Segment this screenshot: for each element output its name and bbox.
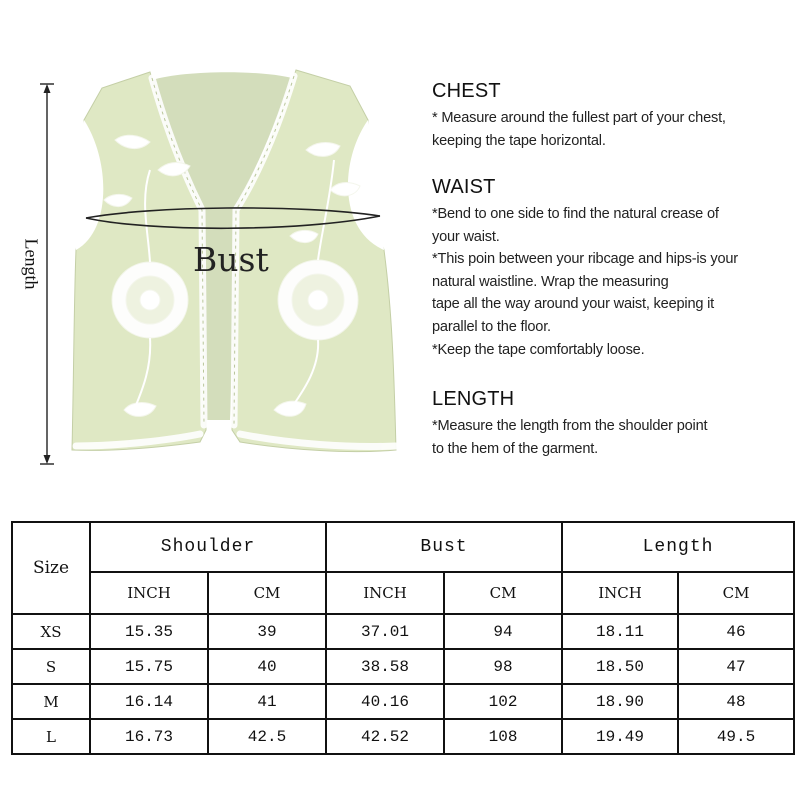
table-header-row [12, 522, 794, 572]
table-row [12, 649, 794, 684]
waist-section [432, 176, 798, 361]
size-cell: S [12, 649, 90, 684]
unit-header: INCH [90, 572, 208, 614]
waist-text: parallel to the floor. [432, 318, 551, 335]
size-cell: M [12, 684, 90, 719]
table-cell: 94 [444, 614, 562, 649]
table-cell: 108 [444, 719, 562, 754]
table-cell: 18.11 [562, 614, 678, 649]
table-cell: 98 [444, 649, 562, 684]
length-section [432, 388, 798, 460]
waist-text: *Bend to one side to find the natural crease of [432, 206, 719, 222]
length-text: *Measure the length from the shoulder point [432, 418, 708, 434]
table-cell: 47 [678, 649, 794, 684]
vest-illustration [0, 0, 420, 480]
table-cell: 15.75 [90, 649, 208, 684]
length-text: to the hem of the garment. [432, 440, 598, 457]
chest-heading: CHEST [432, 80, 501, 102]
table-cell: 18.50 [562, 649, 678, 684]
size-cell: L [12, 719, 90, 754]
length-header: Length [562, 522, 794, 572]
table-row [12, 684, 794, 719]
table-cell: 46 [678, 614, 794, 649]
unit-header: INCH [326, 572, 444, 614]
table-cell: 40 [208, 649, 326, 684]
bust-header: Bust [326, 522, 562, 572]
table-row [12, 719, 794, 754]
table-unit-row [12, 572, 794, 614]
size-chart-table [11, 521, 795, 755]
chest-section [432, 80, 798, 152]
table-cell: 16.14 [90, 684, 208, 719]
unit-header: CM [444, 572, 562, 614]
waist-text: *This poin between your ribcage and hips-is your [432, 251, 738, 268]
table-cell: 38.58 [326, 649, 444, 684]
table-cell: 42.5 [208, 719, 326, 754]
waist-text: tape all the way around your waist, keeping it [432, 296, 715, 313]
table-cell: 37.01 [326, 614, 444, 649]
table-cell: 48 [678, 684, 794, 719]
unit-header: CM [208, 572, 326, 614]
length-heading: LENGTH [432, 388, 515, 410]
unit-header: INCH [562, 572, 678, 614]
length-arrow [40, 84, 54, 464]
size-cell: XS [12, 614, 90, 649]
chest-text: * Measure around the fullest part of your chest, [432, 110, 726, 126]
waist-text: *Keep the tape comfortably loose. [432, 341, 645, 358]
waist-text: your waist. [432, 228, 500, 245]
waist-heading: WAIST [432, 176, 496, 198]
length-label: Length [21, 238, 42, 290]
unit-header: CM [678, 572, 794, 614]
table-cell: 42.52 [326, 719, 444, 754]
table-cell: 40.16 [326, 684, 444, 719]
table-cell: 102 [444, 684, 562, 719]
size-header: Size [12, 522, 90, 614]
table-cell: 39 [208, 614, 326, 649]
table-cell: 19.49 [562, 719, 678, 754]
table-cell: 49.5 [678, 719, 794, 754]
table-cell: 15.35 [90, 614, 208, 649]
table-row [12, 614, 794, 649]
waist-text: natural waistline. Wrap the measuring [432, 273, 669, 290]
table-cell: 18.90 [562, 684, 678, 719]
bust-label: Bust [193, 240, 269, 279]
table-cell: 16.73 [90, 719, 208, 754]
table-cell: 41 [208, 684, 326, 719]
shoulder-header: Shoulder [90, 522, 326, 572]
chest-text: keeping the tape horizontal. [432, 132, 606, 149]
